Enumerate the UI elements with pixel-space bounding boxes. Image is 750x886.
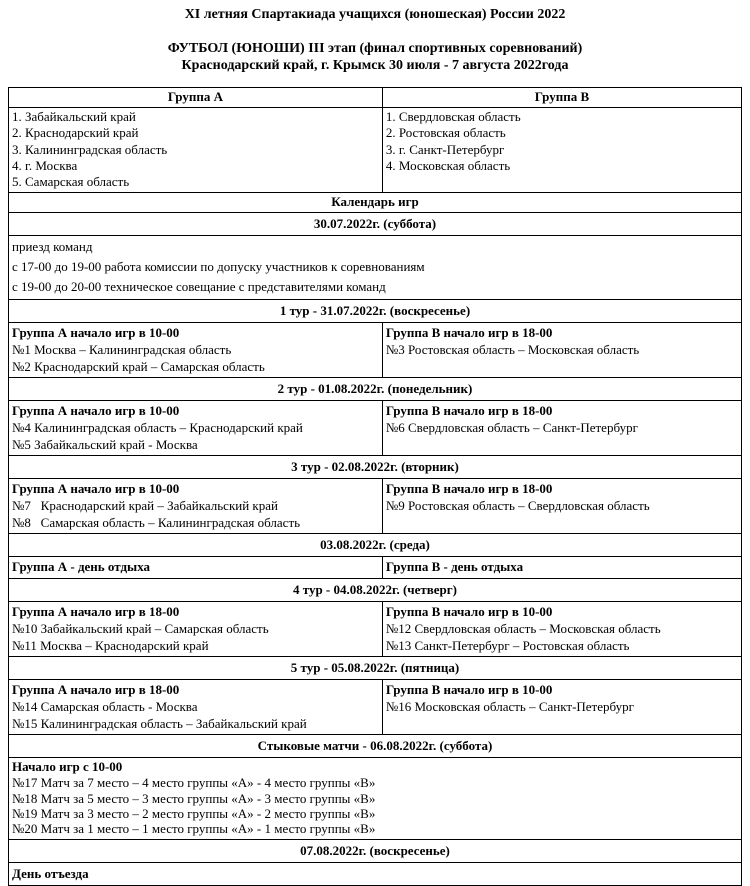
match-line: №9 Ростовская область – Свердловская область [385, 498, 650, 514]
tour-4-matches-row [9, 602, 742, 657]
group-header-row [9, 88, 742, 108]
rest-day-group-b: Группа В - день отдыха [382, 557, 741, 579]
match-line: №2 Краснодарский край – Самарская область [12, 359, 265, 375]
tour-3-group-b-title: Группа В начало игр в 18-00 [385, 481, 553, 497]
tour-4-group-b-title: Группа В начало игр в 10-00 [385, 604, 553, 620]
tour-4-group-b-cell [382, 602, 741, 657]
rest-day-row [9, 557, 742, 579]
match-line: №6 Свердловская область – Санкт-Петербург [385, 420, 638, 436]
tour-2-header-row [9, 378, 742, 401]
match-line: №16 Московская область – Санкт-Петербург [385, 699, 634, 715]
tour-1-header-row [9, 300, 742, 323]
tour-1-group-a-title: Группа А начало игр в 10-00 [12, 325, 180, 341]
playoff-start-time: Начало игр с 10-00 [12, 759, 123, 775]
day0-info-cell [9, 236, 742, 300]
day0-info-row [9, 236, 742, 300]
day0-header: 30.07.2022г. (суббота) [9, 213, 742, 236]
departure-header-row [9, 839, 742, 862]
match-line: №11 Москва – Краснодарский край [12, 638, 209, 654]
departure-header: 07.08.2022г. (воскресенье) [9, 839, 742, 862]
tour-5-group-b-cell [382, 680, 741, 735]
tour-5-group-a-cell [9, 680, 383, 735]
match-line: №3 Ростовская область – Московская область [385, 342, 640, 358]
match-line: №1 Москва – Калининградская область [12, 342, 232, 358]
team-item: 1. Свердловская область [385, 109, 521, 124]
match-line: №10 Забайкальский край – Самарская область [12, 621, 269, 637]
tour-5-header-row [9, 657, 742, 680]
tour-5-group-b-title: Группа В начало игр в 10-00 [385, 682, 553, 698]
team-item: 2. Краснодарский край [12, 125, 139, 141]
tour-4-header: 4 тур - 04.08.2022г. (четверг) [9, 579, 742, 602]
team-item: 5. Самарская область [12, 174, 130, 190]
day0-info-line: с 17-00 до 19-00 работа комиссии по допуску участников к соревнованиям [12, 259, 425, 275]
team-item: 4. Московская область [385, 157, 511, 173]
tour-5-group-a-title: Группа А начало игр в 18-00 [12, 682, 180, 698]
tour-2-group-a-cell [9, 401, 383, 456]
calendar-title-row [9, 193, 742, 213]
tour-4-group-a-title: Группа А начало игр в 18-00 [12, 604, 180, 620]
document-subtitle-venue: Краснодарский край, г. Крымск 30 июля - 7 августа 2022года [181, 58, 569, 73]
group-b-header: Группа В [382, 88, 741, 108]
team-item: 3. Калининградская область [12, 141, 168, 157]
tour-1-header: 1 тур - 31.07.2022г. (воскресенье) [9, 300, 742, 323]
tour-2-group-b-title: Группа В начало игр в 18-00 [385, 403, 553, 419]
match-line: №8 Самарская область – Калининградская область [12, 515, 301, 531]
match-line: №15 Калининградская область – Забайкальский край [12, 716, 307, 732]
tour-1-matches-row [9, 323, 742, 378]
document-subtitle-event: ФУТБОЛ (ЮНОШИ) III этап (финал спортивных соревнований) [167, 41, 583, 56]
group-a-teams-cell [9, 108, 383, 193]
playoff-header-row [9, 735, 742, 758]
tour-2-matches-row [9, 401, 742, 456]
team-item: 1. Забайкальский край [12, 109, 136, 124]
team-item: 3. г. Санкт-Петербург [385, 141, 505, 157]
match-line: №14 Самарская область - Москва [12, 699, 198, 715]
tour-1-group-a-cell [9, 323, 383, 378]
rest-day-header: 03.08.2022г. (среда) [9, 534, 742, 557]
tour-5-header: 5 тур - 05.08.2022г. (пятница) [9, 657, 742, 680]
playoff-matches-row [9, 758, 742, 839]
tour-3-header: 3 тур - 02.08.2022г. (вторник) [9, 456, 742, 479]
group-b-teams-cell [382, 108, 741, 193]
group-a-header: Группа А [9, 88, 383, 108]
tour-3-group-a-title: Группа А начало игр в 10-00 [12, 481, 180, 497]
day0-info-line: приезд команд [12, 239, 93, 255]
playoff-match-line: №17 Матч за 7 место – 4 место группы «А» - 4 место группы «В» [12, 775, 376, 791]
tour-2-group-b-cell [382, 401, 741, 456]
team-item: 2. Ростовская область [385, 125, 506, 141]
tour-3-matches-row [9, 479, 742, 534]
tour-3-header-row [9, 456, 742, 479]
day0-header-row [9, 213, 742, 236]
tour-3-group-a-cell [9, 479, 383, 534]
rest-day-group-a: Группа А - день отдыха [9, 557, 383, 579]
tour-4-header-row [9, 579, 742, 602]
tour-4-group-a-cell [9, 602, 383, 657]
schedule-table [8, 87, 742, 886]
departure-text: День отъезда [9, 862, 742, 885]
playoff-header: Стыковые матчи - 06.08.2022г. (суббота) [9, 735, 742, 758]
departure-row [9, 862, 742, 885]
match-line: №5 Забайкальский край - Москва [12, 437, 198, 453]
match-line: №13 Санкт-Петербург – Ростовская область [385, 638, 630, 654]
tour-2-group-a-title: Группа А начало игр в 10-00 [12, 403, 180, 419]
team-item: 4. г. Москва [12, 157, 78, 173]
tour-1-group-b-cell [382, 323, 741, 378]
match-line: №4 Калининградская область – Краснодарский край [12, 420, 303, 436]
rest-day-header-row [9, 534, 742, 557]
playoff-match-line: №20 Матч за 1 место – 1 место группы «А» - 1 место группы «В» [12, 821, 376, 837]
document-title: XI летняя Спартакиада учащихся (юношеская) России 2022 [184, 7, 566, 22]
playoff-match-line: №18 Матч за 5 место – 3 место группы «А» - 3 место группы «В» [12, 790, 376, 806]
tour-5-matches-row [9, 680, 742, 735]
playoff-cell [9, 758, 742, 839]
match-line: №7 Краснодарский край – Забайкальский край [12, 498, 278, 514]
calendar-title: Календарь игр [9, 193, 742, 213]
playoff-match-line: №19 Матч за 3 место – 2 место группы «А» - 2 место группы «В» [12, 806, 376, 822]
group-teams-row [9, 108, 742, 193]
tour-1-group-b-title: Группа В начало игр в 18-00 [385, 325, 553, 341]
document-header [0, 0, 750, 74]
day0-info-line: с 19-00 до 20-00 техническое совещание с представителями команд [12, 279, 386, 295]
match-line: №12 Свердловская область – Московская область [385, 621, 661, 637]
tour-2-header: 2 тур - 01.08.2022г. (понедельник) [9, 378, 742, 401]
tour-3-group-b-cell [382, 479, 741, 534]
